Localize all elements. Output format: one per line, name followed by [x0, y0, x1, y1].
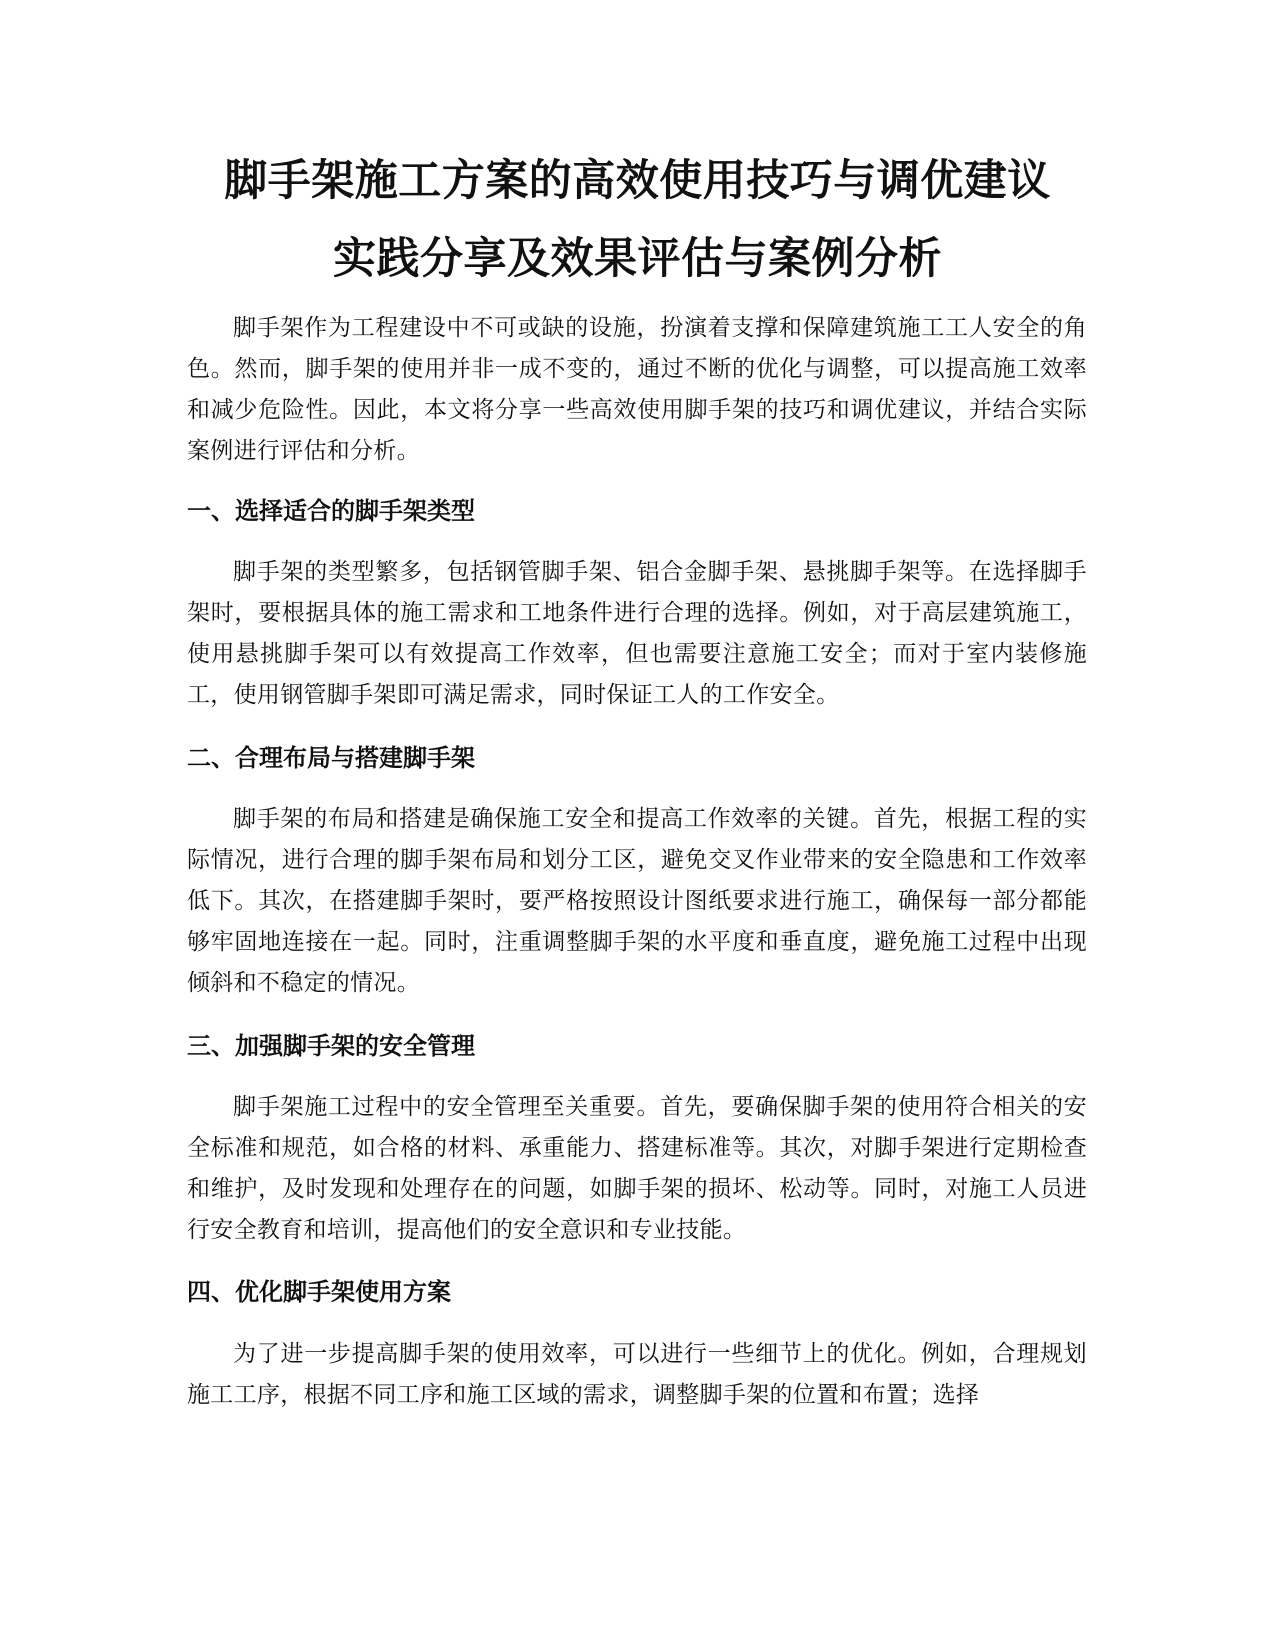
section-3-heading: 三、加强脚手架的安全管理	[187, 1032, 475, 1060]
document-title-line-1: 脚手架施工方案的高效使用技巧与调优建议	[224, 156, 1051, 206]
section-1-heading: 一、选择适合的脚手架类型	[187, 497, 475, 525]
intro-paragraph: 脚手架作为工程建设中不可或缺的设施，扮演着支撑和保障建筑施工工人安全的角色。然而，脚手架的使用并非一成不变的，通过不断的优化与调整，可以提高施工效率和减少危险性。因此，本文将分享一些高效使用脚手架的技巧和调优建议，并结合实际案例进行评估和分析。	[187, 315, 1087, 464]
document-title-line-2: 实践分享及效果评估与案例分析	[333, 234, 942, 284]
section-1-paragraph: 脚手架的类型繁多，包括钢管脚手架、铝合金脚手架、悬挑脚手架等。在选择脚手架时，要根据具体的施工需求和工地条件进行合理的选择。例如，对于高层建筑施工，使用悬挑脚手架可以有效提高工作效率，但也需要注意施工安全；而对于室内装修施工，使用钢管脚手架即可满足需求，同时保证工人的工作安全。	[187, 559, 1087, 708]
section-2-paragraph: 脚手架的布局和搭建是确保施工安全和提高工作效率的关键。首先，根据工程的实际情况，进行合理的脚手架布局和划分工区，避免交叉作业带来的安全隐患和工作效率低下。其次，在搭建脚手架时，要严格按照设计图纸要求进行施工，确保每一部分都能够牢固地连接在一起。同时，注重调整脚手架的水平度和垂直度，避免施工过程中出现倾斜和不稳定的情况。	[187, 806, 1087, 996]
section-3-paragraph: 脚手架施工过程中的安全管理至关重要。首先，要确保脚手架的使用符合相关的安全标准和规范，如合格的材料、承重能力、搭建标准等。其次，对脚手架进行定期检查和维护，及时发现和处理存在的问题，如脚手架的损坏、松动等。同时，对施工人员进行安全教育和培训，提高他们的安全意识和专业技能。	[187, 1094, 1087, 1243]
section-4-heading: 四、优化脚手架使用方案	[187, 1278, 451, 1306]
section-4-paragraph: 为了进一步提高脚手架的使用效率，可以进行一些细节上的优化。例如，合理规划施工工序，根据不同工序和施工区域的需求，调整脚手架的位置和布置；选择	[187, 1341, 1087, 1408]
section-2-heading: 二、合理布局与搭建脚手架	[187, 744, 475, 772]
